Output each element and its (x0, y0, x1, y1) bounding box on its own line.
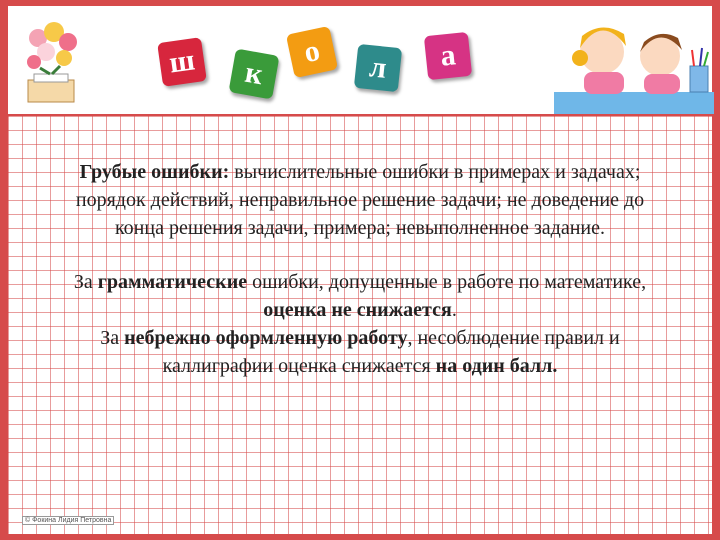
grammar-text-a: За (73, 271, 98, 293)
grammar-bold-result: оценка не снижается (263, 299, 452, 321)
author-credit: © Фокина Лидия Петровна (22, 516, 114, 525)
gross-errors-text: вычислительные ошибки в примерах и задачах; порядок действий, неправильное решение задачи; не доведение до конца решения задачи, примера; невыполненное задание. (75, 161, 645, 239)
main-text (60, 158, 660, 380)
paragraph-grammar (60, 268, 660, 324)
neatness-text-c: , несоблюдение правил и каллиграфии оценка снижается (162, 327, 620, 377)
letter-cube-1: ш (157, 37, 207, 87)
gross-errors-heading: Грубые ошибки: (79, 161, 230, 183)
flowers-icon (20, 18, 82, 108)
paragraph-neatness (60, 324, 660, 380)
paragraph-gross-errors (60, 158, 660, 242)
neatness-bold-phrase: небрежно оформленную работу (124, 327, 408, 349)
neatness-bold-result: на один балл. (435, 355, 558, 377)
grammar-bold-word: грамматические (97, 271, 248, 293)
letter-cube-3: о (286, 26, 338, 78)
neatness-text-a: За (100, 327, 125, 349)
letter-cube-4: л (354, 44, 402, 92)
grammar-text-e: . (451, 299, 457, 321)
header-banner (8, 6, 712, 114)
letter-cube-2: к (229, 49, 280, 100)
children-illustration-icon (554, 14, 714, 114)
letter-cube-5: а (424, 32, 472, 80)
grammar-text-c: ошибки, допущенные в работе по математике, (247, 271, 647, 293)
